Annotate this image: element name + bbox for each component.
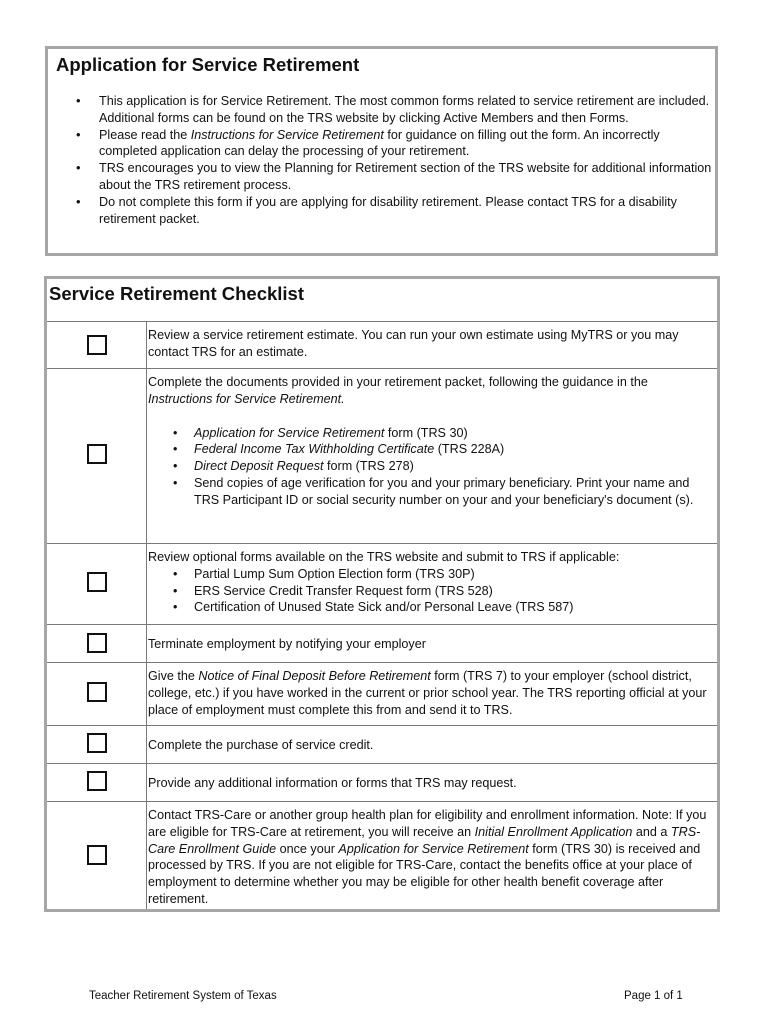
page-title: Application for Service Retirement (56, 54, 360, 75)
row-text (148, 668, 714, 718)
row-text (148, 636, 714, 653)
row-text-para: Provide any additional information or forms that TRS may request. (148, 776, 517, 790)
form-name: TRS-Care Enrollment Guide (148, 824, 701, 856)
footer-organization: Teacher Retirement System of Texas (89, 990, 277, 1002)
checklist-row (47, 369, 717, 544)
checklist-row (47, 663, 717, 726)
row-text-para: Complete the purchase of service credit. (148, 738, 374, 752)
checkbox[interactable] (87, 444, 107, 464)
instructions-title: Instructions for Service Retirement (190, 127, 384, 142)
bullet-text: Please read the (99, 127, 191, 142)
intro-section (45, 46, 718, 256)
checklist-row (47, 625, 717, 663)
list-item-text: Send copies of age verification for you and your primary beneficiary. Print your name and TRS Participant ID or social security number on your and your beneficiary's document (s). (194, 475, 694, 507)
checkbox[interactable] (87, 845, 107, 865)
checkbox[interactable] (87, 335, 107, 355)
list-item: • ERS Service Credit Transfer Request form (TRS 528) (148, 583, 714, 600)
form-name: Initial Enrollment Application (474, 824, 633, 839)
row-text-para (148, 807, 714, 908)
checklist-section (44, 276, 720, 912)
row-text-part: Complete the documents provided in your retirement packet, following the guidance in the (148, 375, 648, 389)
checkbox[interactable] (87, 771, 107, 791)
row-text (148, 549, 714, 616)
intro-bullet: • TRS encourages you to view the Planning for Retirement section of the TRS website for additional information about the TRS retirement process. (48, 160, 720, 194)
checklist-row (47, 764, 717, 802)
checkbox[interactable] (87, 682, 107, 702)
page-number: Page 1 of 1 (624, 990, 683, 1002)
row-text (148, 775, 714, 792)
row-text (148, 374, 714, 509)
checklist-title: Service Retirement Checklist (49, 283, 305, 304)
row-text-part: once your (276, 841, 339, 856)
form-name: Direct Deposit Request (194, 459, 324, 474)
form-name: Application for Service Retirement (194, 425, 385, 440)
row-text (148, 807, 714, 908)
row-text-para: Terminate employment by notifying your employer (148, 637, 426, 651)
bullet-text: for guidance on filling out the form. An incorrectly completed application can delay the processing of your retirement. (99, 127, 660, 159)
row-text-para: Review a service retirement estimate. You can run your own estimate using MyTRS or you may contact TRS for an estimate. (148, 328, 679, 359)
row-text-part: form (TRS 7) to your employer (school district, college, etc.) if you have worked in the current or prior school year. The TRS reporting official at your place of employment must complete this from and send it to TRS. (148, 669, 707, 717)
checklist-row (47, 802, 717, 909)
intro-bullet (48, 127, 720, 161)
row-text-para (148, 374, 714, 408)
list-item (148, 441, 714, 458)
checkbox[interactable] (87, 572, 107, 592)
intro-bullet-list (48, 93, 720, 227)
column-divider (146, 322, 147, 909)
row-text (148, 327, 714, 361)
form-name: Notice of Final Deposit Before Retirement (198, 669, 431, 683)
list-item: • Certification of Unused State Sick and/or Personal Leave (TRS 587) (148, 599, 714, 616)
row-text (148, 737, 714, 754)
intro-bullet: • This application is for Service Retirement. The most common forms related to service retirement are included. Additional forms can be found on the TRS website by clicking Active Members and then Forms. (48, 93, 720, 127)
checklist-row (47, 726, 717, 764)
form-number: (TRS 228A) (434, 442, 505, 457)
checklist-row (47, 322, 717, 369)
list-item (148, 425, 714, 442)
row-text-part: form (TRS 30) is received and processed by TRS. If you are not eligible for TRS-Care, contact the benefits office at your place of employment to determine whether you may be eligible for other health benefit coverage after retirement. (148, 841, 701, 906)
row-text-para: Review optional forms available on the TRS website and submit to TRS if applicable: (148, 550, 620, 564)
list-item: • Partial Lump Sum Option Election form (TRS 30P) (148, 566, 714, 583)
required-forms-list (148, 425, 714, 509)
checklist-row (47, 544, 717, 625)
row-text-para (148, 668, 714, 718)
checkbox[interactable] (87, 733, 107, 753)
form-name: Federal Income Tax Withholding Certificate (194, 442, 435, 457)
instructions-title: Instructions for Service Retirement. (148, 391, 345, 406)
list-item (148, 475, 714, 509)
checkbox[interactable] (87, 633, 107, 653)
row-text-part: Give the (148, 669, 199, 683)
list-item (148, 458, 714, 475)
form-number: form (TRS 278) (323, 459, 414, 474)
row-text-part: Contact TRS-Care or another group health plan for eligibility and enrollment information. Note: If you are eligible for TRS-Care at retirement, you will receive an (148, 808, 707, 839)
form-number: form (TRS 30) (384, 425, 468, 440)
optional-forms-list (148, 566, 714, 616)
row-text-part: and a (632, 824, 671, 839)
intro-bullet: • Do not complete this form if you are applying for disability retirement. Please contact TRS for a disability retirement packet. (48, 194, 720, 228)
form-name: Application for Service Retirement (338, 841, 529, 856)
